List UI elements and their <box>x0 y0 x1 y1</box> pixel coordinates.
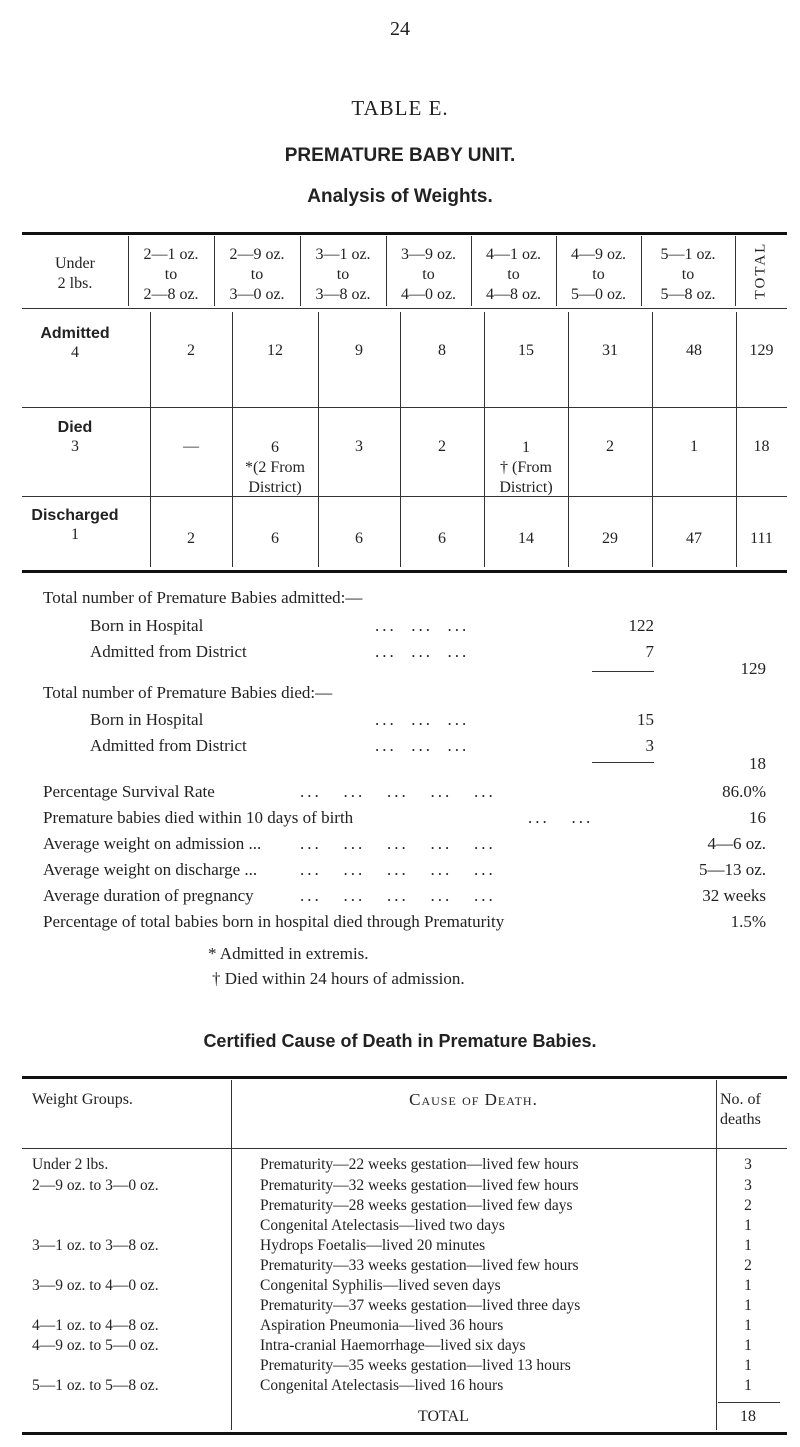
cause-text: Prematurity—33 weeks gestation—lived few hours <box>260 1257 579 1274</box>
death-count: 1 <box>744 1277 752 1294</box>
stat-value: 1.5% <box>730 912 766 931</box>
weight-group: 4—1 oz. to 4—8 oz. <box>32 1317 159 1334</box>
death-count: 1 <box>744 1357 752 1374</box>
total-label: TOTAL <box>418 1408 469 1425</box>
header-col-4: 3—9 oz. to 4—0 oz. <box>400 246 457 303</box>
cause-title: Certified Cause of Death in Premature Babies. <box>203 1031 597 1051</box>
header-total: TOTAL <box>752 241 769 300</box>
died-total: 18 <box>749 754 766 773</box>
stat-value: 86.0% <box>722 782 766 801</box>
death-count: 3 <box>744 1177 752 1194</box>
row-separator <box>22 407 787 408</box>
died-col-2: 6 *(2 From District) <box>245 439 305 496</box>
sum-rule <box>592 762 654 763</box>
col-divider <box>231 1080 232 1430</box>
leader-dots: ... ... ... ... ... <box>300 886 496 905</box>
unit-title: PREMATURE BABY UNIT. <box>284 145 516 166</box>
died-col-3: 3 <box>355 438 363 455</box>
cause-text: Aspiration Pneumonia—lived 36 hours <box>260 1317 504 1334</box>
admitted-district-label: Admitted from District <box>90 642 247 661</box>
stat-value: 5—13 oz. <box>698 860 766 879</box>
row-label-admitted: Admitted 4 <box>40 325 110 361</box>
death-count: 1 <box>744 1317 752 1334</box>
discharged-col-7: 47 <box>686 530 702 547</box>
discharged-total: 111 <box>750 530 773 547</box>
cause-text: Prematurity—37 weeks gestation—lived three days <box>260 1297 581 1314</box>
death-count: 2 <box>744 1197 752 1214</box>
admitted-hospital-value: 122 <box>628 616 654 635</box>
leader-dots: ... ... ... <box>375 642 470 661</box>
admitted-col-6: 31 <box>602 342 618 359</box>
discharged-col-5: 14 <box>518 530 534 547</box>
admitted-district-value: 7 <box>645 642 654 661</box>
weight-group: Under 2 lbs. <box>32 1156 109 1173</box>
leader-dots: ... ... <box>528 808 594 827</box>
weight-group: 3—1 oz. to 3—8 oz. <box>32 1237 159 1254</box>
weights-subtitle: Analysis of Weights. <box>307 186 493 207</box>
died-col-4: 2 <box>438 438 446 455</box>
leader-dots: ... ... ... ... ... <box>300 782 496 801</box>
header-col-7: 5—1 oz. to 5—8 oz. <box>660 246 716 303</box>
stat-label: Percentage of total babies born in hospital died through Prematurity <box>43 912 505 931</box>
header-no-of-deaths: No. of deaths <box>720 1091 761 1128</box>
cause-text: Congenital Syphilis—lived seven days <box>260 1277 501 1294</box>
death-count: 2 <box>744 1257 752 1274</box>
header-under-2-lbs: Under 2 lbs. <box>55 255 95 292</box>
total-deaths: 18 <box>740 1408 756 1425</box>
death-count: 1 <box>744 1297 752 1314</box>
stat-label: Average duration of pregnancy <box>43 886 254 905</box>
weight-group: 4—9 oz. to 5—0 oz. <box>32 1337 159 1354</box>
discharged-col-2: 6 <box>271 530 279 547</box>
row-separator <box>22 496 787 497</box>
stat-label: Premature babies died within 10 days of birth <box>43 808 354 827</box>
discharged-col-6: 29 <box>602 530 618 547</box>
died-hospital-value: 15 <box>637 710 654 729</box>
stat-label: Average weight on admission ... <box>43 834 262 853</box>
admitted-heading: Total number of Premature Babies admitted:— <box>43 588 363 607</box>
discharged-col-4: 6 <box>438 530 446 547</box>
died-total: 18 <box>753 438 770 455</box>
discharged-col-3: 6 <box>355 530 363 547</box>
stat-label: Average weight on discharge ... <box>43 860 258 879</box>
death-count: 1 <box>744 1337 752 1354</box>
admitted-hospital-label: Born in Hospital <box>90 616 204 635</box>
cause-text: Intra-cranial Haemorrhage—lived six days <box>260 1337 526 1354</box>
leader-dots: ... ... ... ... ... <box>300 860 496 879</box>
header-col-6: 4—9 oz. to 5—0 oz. <box>570 246 627 303</box>
header-col-2: 2—9 oz. to 3—0 oz. <box>229 246 285 303</box>
admitted-total: 129 <box>740 659 766 678</box>
death-count: 1 <box>744 1217 752 1234</box>
died-heading: Total number of Premature Babies died:— <box>43 683 333 702</box>
died-col-7: 1 <box>690 438 698 455</box>
admitted-col-3: 9 <box>355 342 363 359</box>
admitted-col-7: 48 <box>686 342 702 359</box>
admitted-col-4: 8 <box>438 342 446 359</box>
total-rule <box>718 1402 780 1403</box>
stat-label: Percentage Survival Rate <box>43 782 215 801</box>
weights-table <box>22 232 787 572</box>
admitted-total: 129 <box>749 342 774 359</box>
col-divider <box>735 236 736 306</box>
leader-dots: ... ... ... <box>375 710 470 729</box>
discharged-col-1: 2 <box>187 530 195 547</box>
cause-text: Congenital Atelectasis—lived 16 hours <box>260 1377 504 1394</box>
header-separator <box>22 308 787 309</box>
table-top-rule <box>22 232 787 235</box>
header-col-3: 3—1 oz. to 3—8 oz. <box>315 246 371 303</box>
leader-dots: ... ... ... ... ... <box>300 834 496 853</box>
row-label-discharged: Discharged 1 <box>31 507 119 543</box>
header-col-1: 2—1 oz. to 2—8 oz. <box>143 246 199 303</box>
died-district-value: 3 <box>645 736 654 755</box>
died-district-label: Admitted from District <box>90 736 247 755</box>
weight-group: 5—1 oz. to 5—8 oz. <box>32 1377 159 1394</box>
sum-rule <box>592 671 654 672</box>
stat-value: 16 <box>749 808 766 827</box>
table-title: TABLE E. <box>351 96 449 120</box>
cause-text: Congenital Atelectasis—lived two days <box>260 1217 505 1234</box>
table-bottom-rule <box>22 570 787 573</box>
cause-text: Prematurity—35 weeks gestation—lived 13 hours <box>260 1357 571 1374</box>
cause-text: Prematurity—28 weeks gestation—lived few days <box>260 1197 573 1214</box>
admitted-col-1: 2 <box>187 342 195 359</box>
death-count: 1 <box>744 1377 752 1394</box>
row-label-died: Died 3 <box>57 419 93 455</box>
footnote-extremis: * Admitted in extremis. <box>208 944 369 963</box>
died-hospital-label: Born in Hospital <box>90 710 204 729</box>
header-cause-of-death: Cause of Death. <box>409 1090 538 1109</box>
cause-text: Hydrops Foetalis—lived 20 minutes <box>260 1237 486 1254</box>
admitted-col-5: 15 <box>518 342 534 359</box>
died-col-1: — <box>183 438 199 455</box>
death-count: 1 <box>744 1237 752 1254</box>
footnote-24-hours: † Died within 24 hours of admission. <box>212 969 465 988</box>
stat-value: 4—6 oz. <box>707 834 766 853</box>
header-weight-groups: Weight Groups. <box>32 1091 133 1108</box>
leader-dots: ... ... ... <box>375 616 470 635</box>
table-bottom-rule <box>22 1432 787 1435</box>
died-col-5: 1 † (From District) <box>499 439 553 496</box>
cause-text: Prematurity—32 weeks gestation—lived few hours <box>260 1177 579 1194</box>
death-count: 3 <box>744 1156 752 1173</box>
weight-group: 2—9 oz. to 3—0 oz. <box>32 1177 159 1194</box>
cause-of-death-table <box>22 1076 787 1436</box>
header-separator <box>22 1148 787 1149</box>
weight-group: 3—9 oz. to 4—0 oz. <box>32 1277 159 1294</box>
died-col-6: 2 <box>606 438 614 455</box>
cause-text: Prematurity—22 weeks gestation—lived few hours <box>260 1156 579 1173</box>
stat-value: 32 weeks <box>702 886 766 905</box>
col-divider <box>716 1080 717 1430</box>
admitted-col-2: 12 <box>267 342 283 359</box>
header-col-5: 4—1 oz. to 4—8 oz. <box>485 246 542 303</box>
page-number: 24 <box>390 18 410 40</box>
table-top-rule <box>22 1076 787 1079</box>
leader-dots: ... ... ... <box>375 736 470 755</box>
